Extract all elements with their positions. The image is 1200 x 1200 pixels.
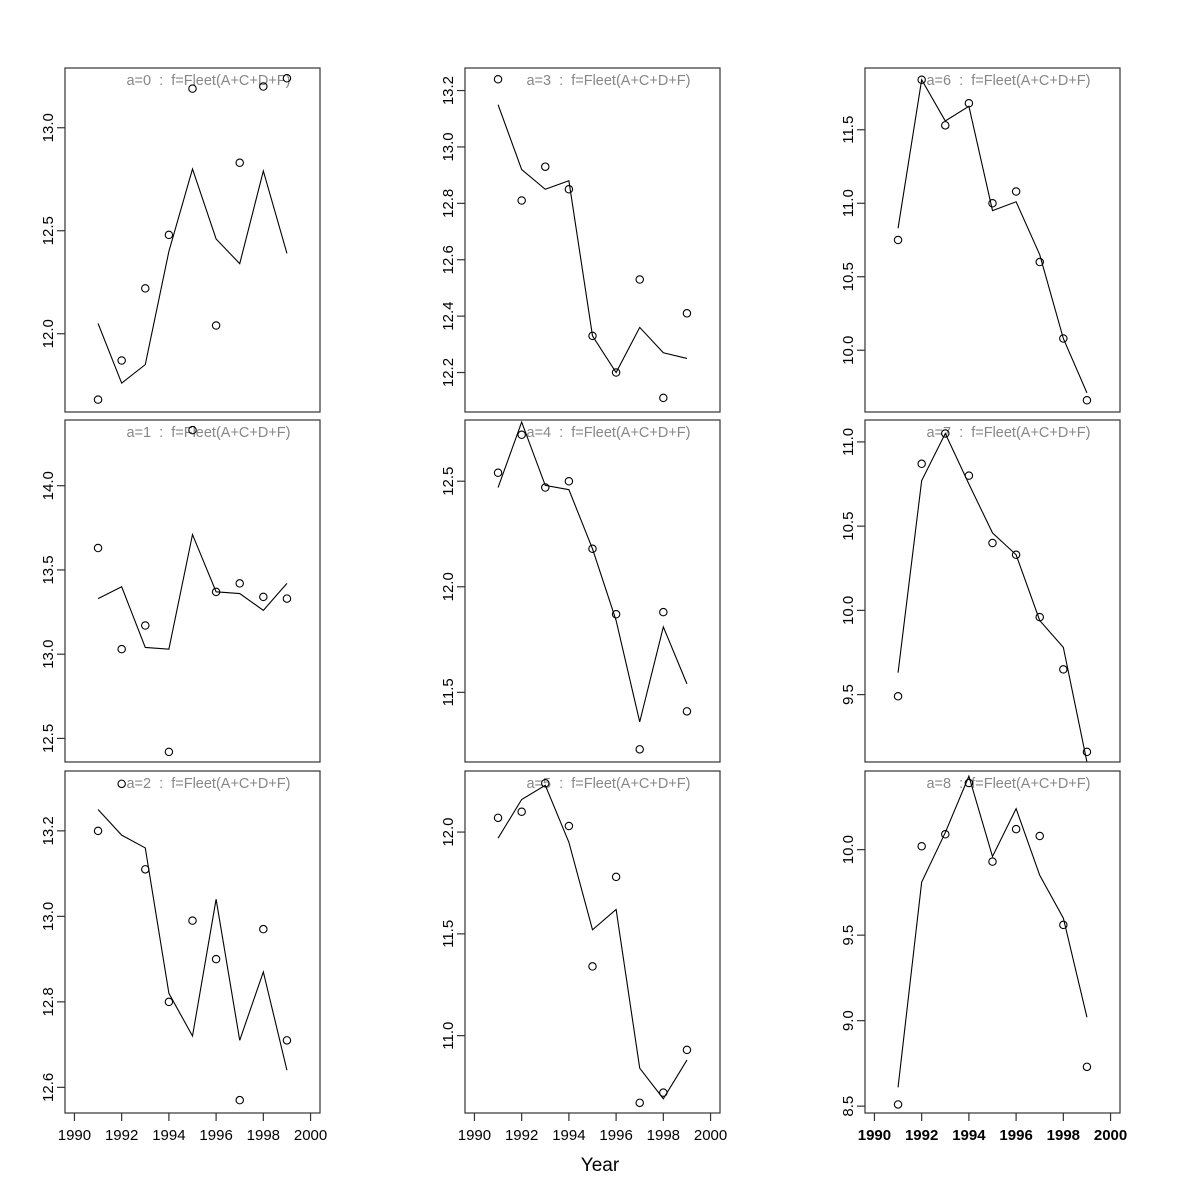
data-point: [683, 310, 690, 317]
fit-line: [898, 433, 1087, 762]
fit-line: [498, 422, 687, 722]
data-point: [1083, 1063, 1090, 1070]
y-tick-label: 12.0: [440, 572, 457, 602]
data-point: [236, 1096, 243, 1103]
data-point: [589, 963, 596, 970]
panel-title: a=2 : f=Fleet(A+C+D+F): [126, 776, 291, 792]
data-point: [918, 843, 925, 850]
x-tick-label: 2000: [693, 1127, 728, 1144]
panel-border: [465, 771, 720, 1113]
y-tick-label: 10.0: [840, 835, 857, 865]
y-tick-label: 12.0: [40, 319, 57, 349]
data-point: [518, 808, 525, 815]
data-point: [283, 1037, 290, 1044]
y-tick-label: 12.2: [440, 357, 457, 388]
data-point: [260, 593, 267, 600]
data-point: [542, 163, 549, 170]
y-tick-label: 10.5: [840, 262, 857, 292]
panel-title: a=8 : f=Fleet(A+C+D+F): [926, 776, 1091, 792]
data-point: [660, 1089, 667, 1096]
y-tick-label: 13.2: [40, 816, 57, 846]
data-point: [1060, 666, 1067, 673]
data-point: [283, 595, 290, 602]
fit-line: [98, 169, 287, 383]
x-tick-label: 1990: [57, 1127, 92, 1144]
data-point: [165, 998, 172, 1005]
y-tick-label: 10.5: [840, 511, 857, 541]
panel-title: a=0 : f=Fleet(A+C+D+F): [126, 73, 291, 89]
panel-border: [65, 771, 320, 1113]
data-point: [918, 460, 925, 467]
data-point: [142, 622, 149, 629]
panel-title: a=6 : f=Fleet(A+C+D+F): [926, 73, 1091, 89]
panel-a7: [840, 420, 1120, 762]
y-tick-label: 11.5: [840, 115, 857, 144]
panel-a8: [840, 771, 1127, 1144]
panel-title: a=1 : f=Fleet(A+C+D+F): [126, 425, 291, 441]
y-tick-label: 11.5: [440, 678, 457, 707]
data-point: [260, 925, 267, 932]
y-tick-label: 12.8: [40, 987, 57, 1017]
x-axis-title: Year: [580, 1155, 620, 1176]
data-point: [494, 76, 501, 83]
y-tick-label: 13.0: [40, 901, 57, 931]
data-point: [683, 708, 690, 715]
fit-line: [898, 776, 1087, 1087]
x-tick-label: 1992: [904, 1127, 939, 1144]
y-tick-label: 12.4: [440, 301, 457, 331]
panel-title: a=5 : f=Fleet(A+C+D+F): [526, 776, 691, 792]
data-point: [660, 608, 667, 615]
x-tick-label: 1996: [599, 1127, 633, 1144]
y-tick-label: 10.0: [840, 595, 857, 625]
data-point: [212, 322, 219, 329]
data-point: [165, 748, 172, 755]
data-point: [612, 873, 619, 880]
data-point: [94, 827, 101, 834]
y-tick-label: 12.6: [440, 245, 457, 275]
x-tick-label: 1996: [999, 1127, 1033, 1144]
panel-a1: [40, 420, 320, 762]
panel-a3: [440, 68, 720, 412]
x-tick-label: 1990: [857, 1127, 892, 1144]
data-point: [142, 866, 149, 873]
data-point: [965, 472, 972, 479]
data-point: [660, 394, 667, 401]
y-tick-label: 13.2: [440, 75, 457, 106]
panel-border: [865, 68, 1120, 412]
y-tick-label: 12.8: [440, 188, 457, 218]
data-point: [1060, 921, 1067, 928]
x-tick-label: 1992: [104, 1127, 139, 1144]
panel-a2: [40, 771, 327, 1144]
y-tick-label: 9.0: [840, 1010, 857, 1032]
data-point: [518, 197, 525, 204]
panel-border: [65, 68, 320, 412]
y-tick-label: 12.5: [40, 216, 57, 246]
panel-title: a=4 : f=Fleet(A+C+D+F): [526, 425, 691, 441]
y-tick-label: 13.5: [40, 555, 57, 585]
panel-border: [865, 420, 1120, 762]
data-point: [1012, 825, 1019, 832]
data-point: [189, 917, 196, 924]
data-point: [518, 431, 525, 438]
panel-a4: [440, 420, 720, 762]
panel-a0: [40, 68, 320, 412]
y-tick-label: 12.5: [40, 723, 57, 754]
data-point: [94, 396, 101, 403]
x-tick-label: 1994: [152, 1127, 186, 1144]
data-point: [565, 186, 572, 193]
y-tick-label: 9.5: [840, 924, 857, 946]
data-point: [142, 285, 149, 292]
data-point: [494, 814, 501, 821]
y-tick-label: 11.5: [440, 919, 457, 948]
x-tick-label: 1998: [1046, 1127, 1081, 1144]
data-point: [894, 1101, 901, 1108]
data-point: [1012, 188, 1019, 195]
fit-line: [898, 80, 1087, 393]
data-point: [942, 122, 949, 129]
panel-title: a=7 : f=Fleet(A+C+D+F): [926, 425, 1091, 441]
y-tick-label: 11.0: [440, 1021, 457, 1050]
data-point: [236, 159, 243, 166]
panel-border: [865, 771, 1120, 1113]
data-point: [989, 858, 996, 865]
data-point: [989, 200, 996, 207]
y-tick-label: 8.5: [840, 1095, 857, 1117]
x-tick-label: 1994: [552, 1127, 586, 1144]
panel-title: a=3 : f=Fleet(A+C+D+F): [526, 73, 691, 89]
data-point: [683, 1046, 690, 1053]
data-point: [118, 645, 125, 652]
panel-a6: [840, 68, 1120, 412]
x-tick-label: 2000: [293, 1127, 328, 1144]
data-point: [165, 231, 172, 238]
panel-border: [465, 420, 720, 762]
data-point: [894, 236, 901, 243]
y-tick-label: 12.0: [440, 817, 457, 847]
fit-line: [498, 785, 687, 1099]
data-point: [636, 1099, 643, 1106]
x-tick-label: 1998: [246, 1127, 281, 1144]
data-point: [118, 780, 125, 787]
data-point: [636, 276, 643, 283]
data-point: [494, 469, 501, 476]
data-point: [94, 544, 101, 551]
panel-border: [65, 420, 320, 762]
y-tick-label: 12.5: [440, 466, 457, 496]
data-point: [1083, 397, 1090, 404]
fit-line: [98, 535, 287, 650]
y-tick-label: 9.5: [840, 684, 857, 706]
x-tick-label: 1992: [504, 1127, 539, 1144]
fit-line: [98, 809, 287, 1070]
x-tick-label: 1996: [199, 1127, 233, 1144]
y-tick-label: 13.0: [40, 639, 57, 669]
y-tick-label: 12.6: [40, 1072, 57, 1102]
data-point: [565, 478, 572, 485]
x-tick-label: 1994: [952, 1127, 986, 1144]
data-point: [636, 746, 643, 753]
data-point: [212, 955, 219, 962]
data-point: [894, 693, 901, 700]
data-point: [989, 539, 996, 546]
y-tick-label: 13.0: [40, 113, 57, 143]
y-tick-label: 11.0: [840, 427, 857, 456]
y-tick-label: 10.0: [840, 335, 857, 365]
panel-a5: [440, 771, 727, 1144]
y-tick-label: 14.0: [40, 471, 57, 501]
y-tick-label: 13.0: [440, 132, 457, 162]
data-point: [565, 822, 572, 829]
data-point: [118, 357, 125, 364]
x-tick-label: 2000: [1093, 1127, 1128, 1144]
y-tick-label: 11.0: [840, 189, 857, 218]
data-point: [236, 580, 243, 587]
x-tick-label: 1990: [457, 1127, 492, 1144]
data-point: [1036, 832, 1043, 839]
x-tick-label: 1998: [646, 1127, 681, 1144]
